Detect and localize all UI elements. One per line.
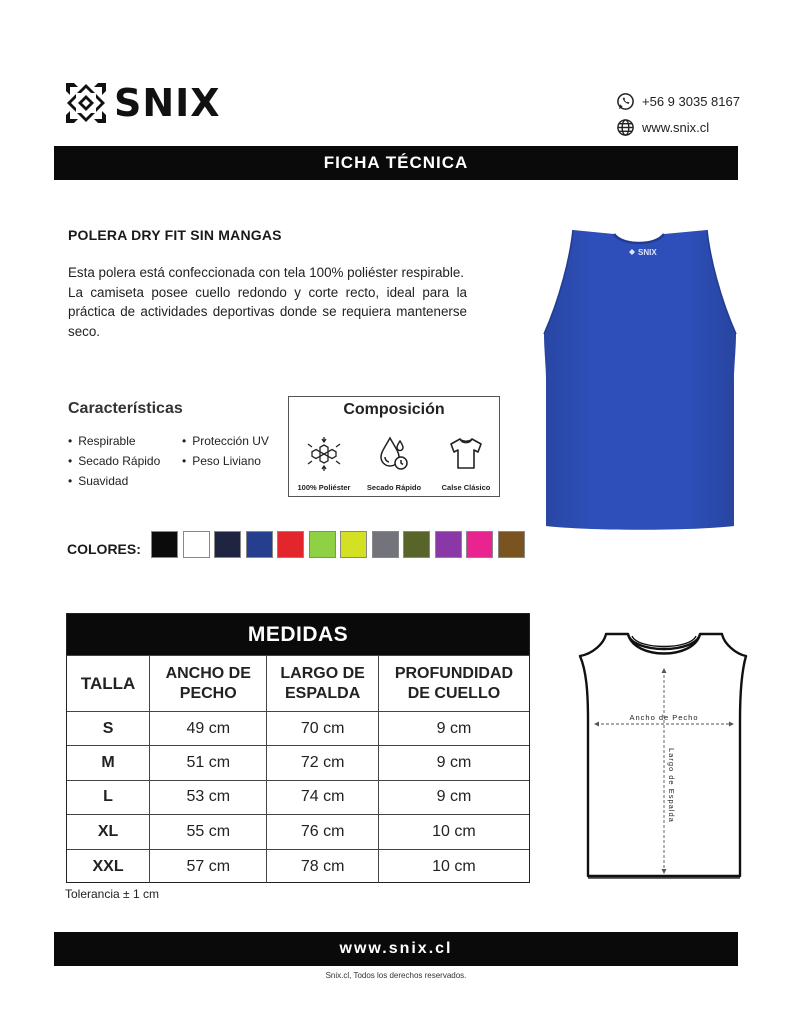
size-cell: XL	[67, 815, 150, 849]
chest-measure-label: Ancho de Pecho	[629, 713, 699, 722]
contact-web-row	[616, 114, 740, 140]
contact-phone-row	[616, 88, 740, 114]
ficha-tecnica-banner: FICHA TÉCNICA	[54, 146, 738, 180]
composicion-item	[431, 435, 501, 492]
composicion-label: Calse Clásico	[441, 483, 491, 492]
table-row	[67, 780, 529, 814]
header-line: PECHO	[179, 684, 237, 702]
size-cell: L	[67, 780, 150, 814]
color-swatches	[151, 531, 529, 558]
brand-wordmark: SNIX	[114, 81, 221, 125]
tshirt-icon	[447, 435, 485, 473]
size-cell: M	[67, 746, 150, 780]
caracteristicas-list-col1	[68, 431, 160, 491]
caracteristica-item: • Protección UV	[182, 431, 269, 451]
value-cell: 10 cm	[378, 849, 529, 883]
value-cell: 51 cm	[150, 746, 267, 780]
table-row	[67, 849, 529, 883]
color-swatch[interactable]	[498, 531, 525, 558]
whatsapp-icon	[616, 92, 635, 111]
color-swatch[interactable]	[183, 531, 210, 558]
caracteristicas-list-col2	[182, 431, 269, 471]
value-cell: 57 cm	[150, 849, 267, 883]
color-swatch[interactable]	[340, 531, 367, 558]
composicion-label: 100% Poliéster	[297, 483, 351, 492]
value-cell: 9 cm	[378, 780, 529, 814]
composicion-title: Composición	[343, 401, 445, 418]
header-line: LARGO DE	[280, 664, 365, 682]
header-profundidad-cuello	[378, 656, 529, 712]
tolerance-note: Tolerancia ± 1 cm	[65, 887, 159, 901]
measurement-diagram	[576, 630, 752, 887]
caracteristica-item: • Suavidad	[68, 471, 160, 491]
composicion-item	[289, 435, 359, 492]
value-cell: 72 cm	[267, 746, 379, 780]
snix-emblem-icon	[64, 81, 108, 125]
caracteristica-item: • Peso Liviano	[182, 451, 269, 471]
colores-label: COLORES:	[67, 541, 141, 557]
footer-website-banner[interactable]: www.snix.cl	[54, 932, 738, 966]
caracteristica-item: • Secado Rápido	[68, 451, 160, 471]
composicion-item	[359, 435, 429, 492]
medidas-title: MEDIDAS	[67, 614, 529, 655]
product-description	[68, 263, 467, 341]
value-cell: 10 cm	[378, 815, 529, 849]
value-cell: 76 cm	[267, 815, 379, 849]
color-swatch[interactable]	[466, 531, 493, 558]
header-line: TALLA	[80, 673, 136, 693]
value-cell: 9 cm	[378, 712, 529, 746]
tank-top-photo	[540, 228, 740, 530]
table-row	[67, 746, 529, 780]
color-swatch[interactable]	[403, 531, 430, 558]
copyright-note: Snix.cl, Todos los derechos reservados.	[325, 971, 467, 980]
color-swatch[interactable]	[214, 531, 241, 558]
composicion-label: Secado Rápido	[366, 483, 422, 492]
value-cell: 53 cm	[150, 780, 267, 814]
table-row	[67, 712, 529, 746]
value-cell: 78 cm	[267, 849, 379, 883]
size-cell: S	[67, 712, 150, 746]
value-cell: 70 cm	[267, 712, 379, 746]
product-title: POLERA DRY FIT SIN MANGAS	[68, 227, 282, 243]
medidas-table	[66, 613, 530, 883]
quick-dry-drop-icon	[375, 435, 413, 473]
size-cell: XXL	[67, 849, 150, 883]
header-line: DE CUELLO	[407, 684, 501, 702]
color-swatch[interactable]	[435, 531, 462, 558]
tank-top-outline	[576, 630, 752, 882]
color-swatch[interactable]	[246, 531, 273, 558]
medidas-header-row	[67, 656, 529, 712]
caracteristica-item: • Respirable	[68, 431, 160, 451]
color-swatch[interactable]	[277, 531, 304, 558]
header-line: ESPALDA	[284, 684, 361, 702]
header-ancho-pecho	[150, 656, 267, 712]
color-swatch[interactable]	[151, 531, 178, 558]
value-cell: 55 cm	[150, 815, 267, 849]
product-description-text: Esta polera está confeccionada con tela 100% poliéster respirable. La camiseta posee cuello redondo y corte recto, ideal para la práctica de actividades deportivas donde se requiera mantenerse seco.	[68, 265, 467, 339]
composicion-box	[288, 396, 500, 497]
value-cell: 74 cm	[267, 780, 379, 814]
value-cell: 49 cm	[150, 712, 267, 746]
caracteristicas-title: Características	[68, 400, 183, 417]
length-measure-label: Largo de Espalda	[667, 748, 676, 823]
brand-logo	[64, 80, 221, 126]
value-cell: 9 cm	[378, 746, 529, 780]
fabric-hexagon-icon	[305, 435, 343, 473]
header-line: ANCHO DE	[165, 664, 251, 682]
contact-website[interactable]: www.snix.cl	[642, 119, 710, 135]
color-swatch[interactable]	[309, 531, 336, 558]
globe-icon	[616, 118, 635, 137]
header-largo-espalda	[267, 656, 379, 712]
contact-phone[interactable]: +56 9 3035 8167	[642, 93, 740, 109]
contact-info	[616, 88, 740, 140]
header-talla	[67, 656, 150, 712]
tank-top-brand-label: SNIX	[638, 248, 657, 257]
header-line: PROFUNDIDAD	[394, 664, 514, 682]
color-swatch[interactable]	[372, 531, 399, 558]
product-photo	[540, 228, 740, 535]
table-row	[67, 815, 529, 849]
